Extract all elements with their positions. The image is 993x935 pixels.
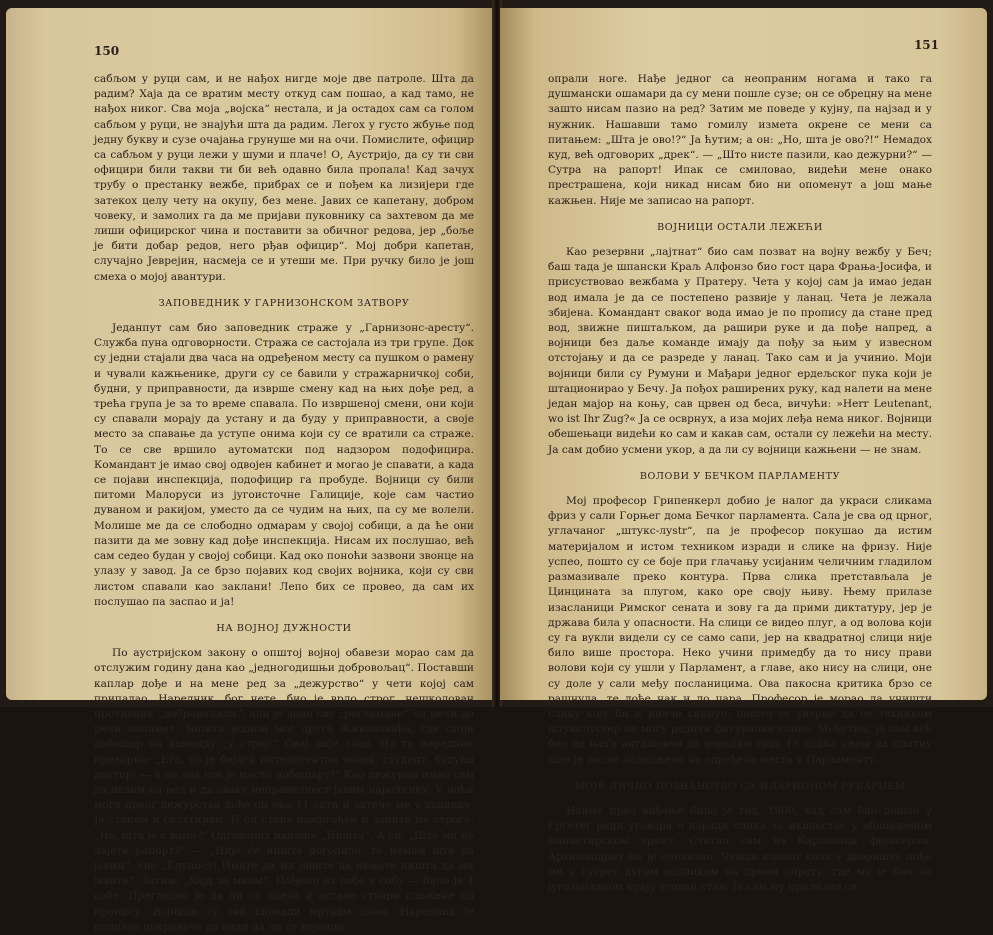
paragraph: Мој професор Грипенкерл добио је налог да украси сликама фриз у сали Горњег дома Бечког парламента. Сала је сва од црног, углачаног „штукс-луstr“, па је професор покушао да истим материјалом и истом техником изради и слике на фризу. Није успео, пошто су се боје при глачању усијаним челичним гладилом размазивале преко контура. Прва слика претстављала је Цинцината за плугом, како оре своју њиву. Њему прилазе изасланици Римског сената и зову га да прими диктатуру, јер је држава била у опасности. На слици се видео плуг, а од волова који су га вукли видели су се само сапи, јер на квадратној слици није било више простора. Неко учини примедбу да то нису прави волови који су ушли у Парламент, а главе, ако нису на слици, оне су доле у сали међу посланицима. Ова пакосна критика брзо се рашчула, те дође чак и до цара. Професор је морао да уништи слику коју би и иначе скинуо, пошто се уверио да се техником штукслустер не могу радити фигуралне слике. Међутим, ја сам већ био од њега ангажован да израдим свих 13 слика уљем на платну које је после налепљено на одређена места у Парламенту. (548, 495, 932, 766)
page-number-left: 150 (94, 44, 120, 58)
paragraph: Наиме прво виђење било је год. 1900, кад сам био дошао у Гргетег ради уговора о изради слика за иконостас у обновљеном манастирском храму. Стигао сам из Карловаца фијакером. Архимандрит ме је очекивао. Чувши клокот кола у дворишту пође ми у сусрет дугим ходником на првом спрату, где му је био на југозападном крају угодан стан. Ја сам му прилазио са (548, 804, 932, 893)
section-heading: ВОЛОВИ У БЕЧКОМ ПАРЛАМЕНТУ (639, 470, 841, 482)
paragraph: опрали ноге. Нађе једног са неопраним ногама и тако га душмански ошамари да су мени пошле сузе; он се обрецну на мене зашто нисам пазио на ред? Затим ме поведе у кујну, па најзад и у нужник. Нашавши тамо гомилу измета окрене се мени са питањем: „Шта је ово!?“ Ја ћутим; а он: „Но, шта је ово?!“ Немадох куд, већ одговорих „дрек“. — „Што нисте пазили, као дежурни?“ — Сутра на рапорт! Ипак се смиловао, видећи мене онако престрашена, који никад нисам био ни опоменут а још мање кажњен. Није ме записао на рапорт. (548, 73, 932, 207)
section-heading: ЗАПОВЕДНИК У ГАРНИЗОНСКОМ ЗАТВОРУ (158, 297, 410, 309)
section-heading: МОЈЕ ЛИЧНО ПОЗНАНСТВО СА ИЛАРИОНОМ РУВАРЦЕМ (574, 780, 906, 792)
section-heading: ВОЈНИЦИ ОСТАЛИ ЛЕЖЕЋИ (657, 221, 823, 233)
paragraph: Једанпут сам био заповедник страже у „Гарнизонс-аресту“. Служба пуна одговорности. Стража се састојала из три групе. Док су једни стајали два часа на одређеном месту са пушком о рамену и чували кажњенике, други су се бавили у стражарничкој соби, будни, у приправности, да изврше смену кад на њих дође ред, а трећа група је за то време спавала. По извршеној смени, они који су спавали морају да устану и да буду у приправности, а своје место за спавање да уступе онима који су се вратили са страже. То се све вршило аутоматски под надзором подофицира. Командант је имао свој одвојен кабинет и могао је спавати, а када се појави инспекција, подофицир га пробуде. Војници су били питоми Малоруси из југоисточне Галиције, које сам частио дуваном и ракијом, уместо да се чудим на њих, па су ме волели. Молише ме да се слободно одмарам у својој собици, а да ће они пазити да ме зовну кад дође инспекција. Нисам их послушао, већ сам седео будан у својој собици. Кад око поноћи зазвони звонце на улазу у завод. Ја се брзо појавих код својих војника, који су сви листом спавали као заклани! Лепо бих се провео, да сам их послушао па заспао и ја! (94, 322, 474, 608)
page-number-right: 151 (913, 38, 939, 52)
left-page-text (94, 72, 474, 935)
paragraph: Као резервни „лајтнат“ био сам позват на војну вежбу у Беч; баш тада је шпански Краљ Алфонзо био гост цара Фрања-Јосифа, и присуствовао вежбама у Пратеру. Чета у којој сам ја имао један вод имала је да се постепено развије у ланац. Чета је лежала збијена. Командант сваког вода имао је по пропису да стане пред вод, звижне пиштаљком, да рашири руке и да пође напред, а војници без даље команде имају да пођу за њим у извесном отстојању и да се разреде у ланац. Тако сам и ја учинио. Моји војници били су Румуни и Мађари једног ердељског пука који је штационирао у Бечу. Ја пођох раширених руку, кад налети на мене један мајор на коњу, сав црвен од беса, вичући: »Herr Leutenant, wo ist Ihr Zug?« Ја се осврнух, а иза мојих леђа нема никог. Војници обешењаци видећи ко сам и какав сам, остали су лежећи на месту. Ја сам добио усмени укор, а да ли су војници кажњени — не знам. (548, 246, 932, 456)
left-page (6, 8, 494, 933)
right-page-text (548, 72, 932, 895)
section-heading: НА ВОЈНОЈ ДУЖНОСТИ (216, 622, 352, 634)
right-page (500, 8, 987, 893)
paragraph: сабљом у руци сам, и не нађох нигде моје две патроле. Шта да радим? Хаја да се вратим месту откуд сам пошао, а кад тамо, не нађох никог. Сва моја „војска“ нестала, и ја остадох сам са голом сабљом у руци, не знајући шта да радим. Легох у густо жбуње под једну букву и сузе очајања грунуше ми на очи. Помислите, официр са сабљом у руци лежи у шуми и плаче! О, Аустријо, да су ти сви официри били такви ти би већ одавно била пропала! Кад зачух трубу о престанку вежбе, прибрах се и пођем ка лизијери где затекох целу чету на окупу, без мене. Јавих се капетану, добром човеку, и замолих га да ме пријави пуковнику са захтевом да ме лиши официрског чина и поставити за обичног редова, јер „боље је бити добар редов, него рђав официр“. Мој добри капетан, случајно Јеврејин, насмеја се и утеши ме. При ручку било је још смеха о мојој авантури. (94, 73, 474, 283)
paragraph: По аустријском закону о општој војној обавези морао сам да отслужим годину дана као „једногодишњи добровољац“. Поставши каплар дође и на мене ред за „дежурство“ у чети којој сам припадао. Наредник, бог чете, био је врло строг, нешколован противник „добровољаца“, али је знао све „регламане“ од речи до речи напамет. Запита једном мог друга Живановића, где стоји добошар на команду „у строј!“ Овај није знао. На то наредник презирно: „Ето, то је бајаги интелигентан човек, студент, будући доктор; — а не зна где је место добошару!“ Као дежурни имао сам да пазим на ред и да сваку неправилност јавим нареднику. У ноћи мога првог дежурства дође он око 11 сати и затече ме у ходнику. Ја станем и салутирам. И он стане намргођен и запита ме строго: „Но, шта је с вама?“ Одговорих наивно: „Ништа“. А он: „Што ми не дајете рапорт?“ — „Није се ништа догодило, те немам шта да јавим“. Он: „Глупост! Имате да ми јавите да немате ништа да ми јавите“. Затим: „Хајд за мном“. Пођемо из собе у собу — било је 4 собе. Прегледао је да ли су одела и остале ствари сложене по пропису. Војници су сви спавали мртвим сном. Наредник је подизао покриваче да види да ли су војници (94, 647, 474, 933)
